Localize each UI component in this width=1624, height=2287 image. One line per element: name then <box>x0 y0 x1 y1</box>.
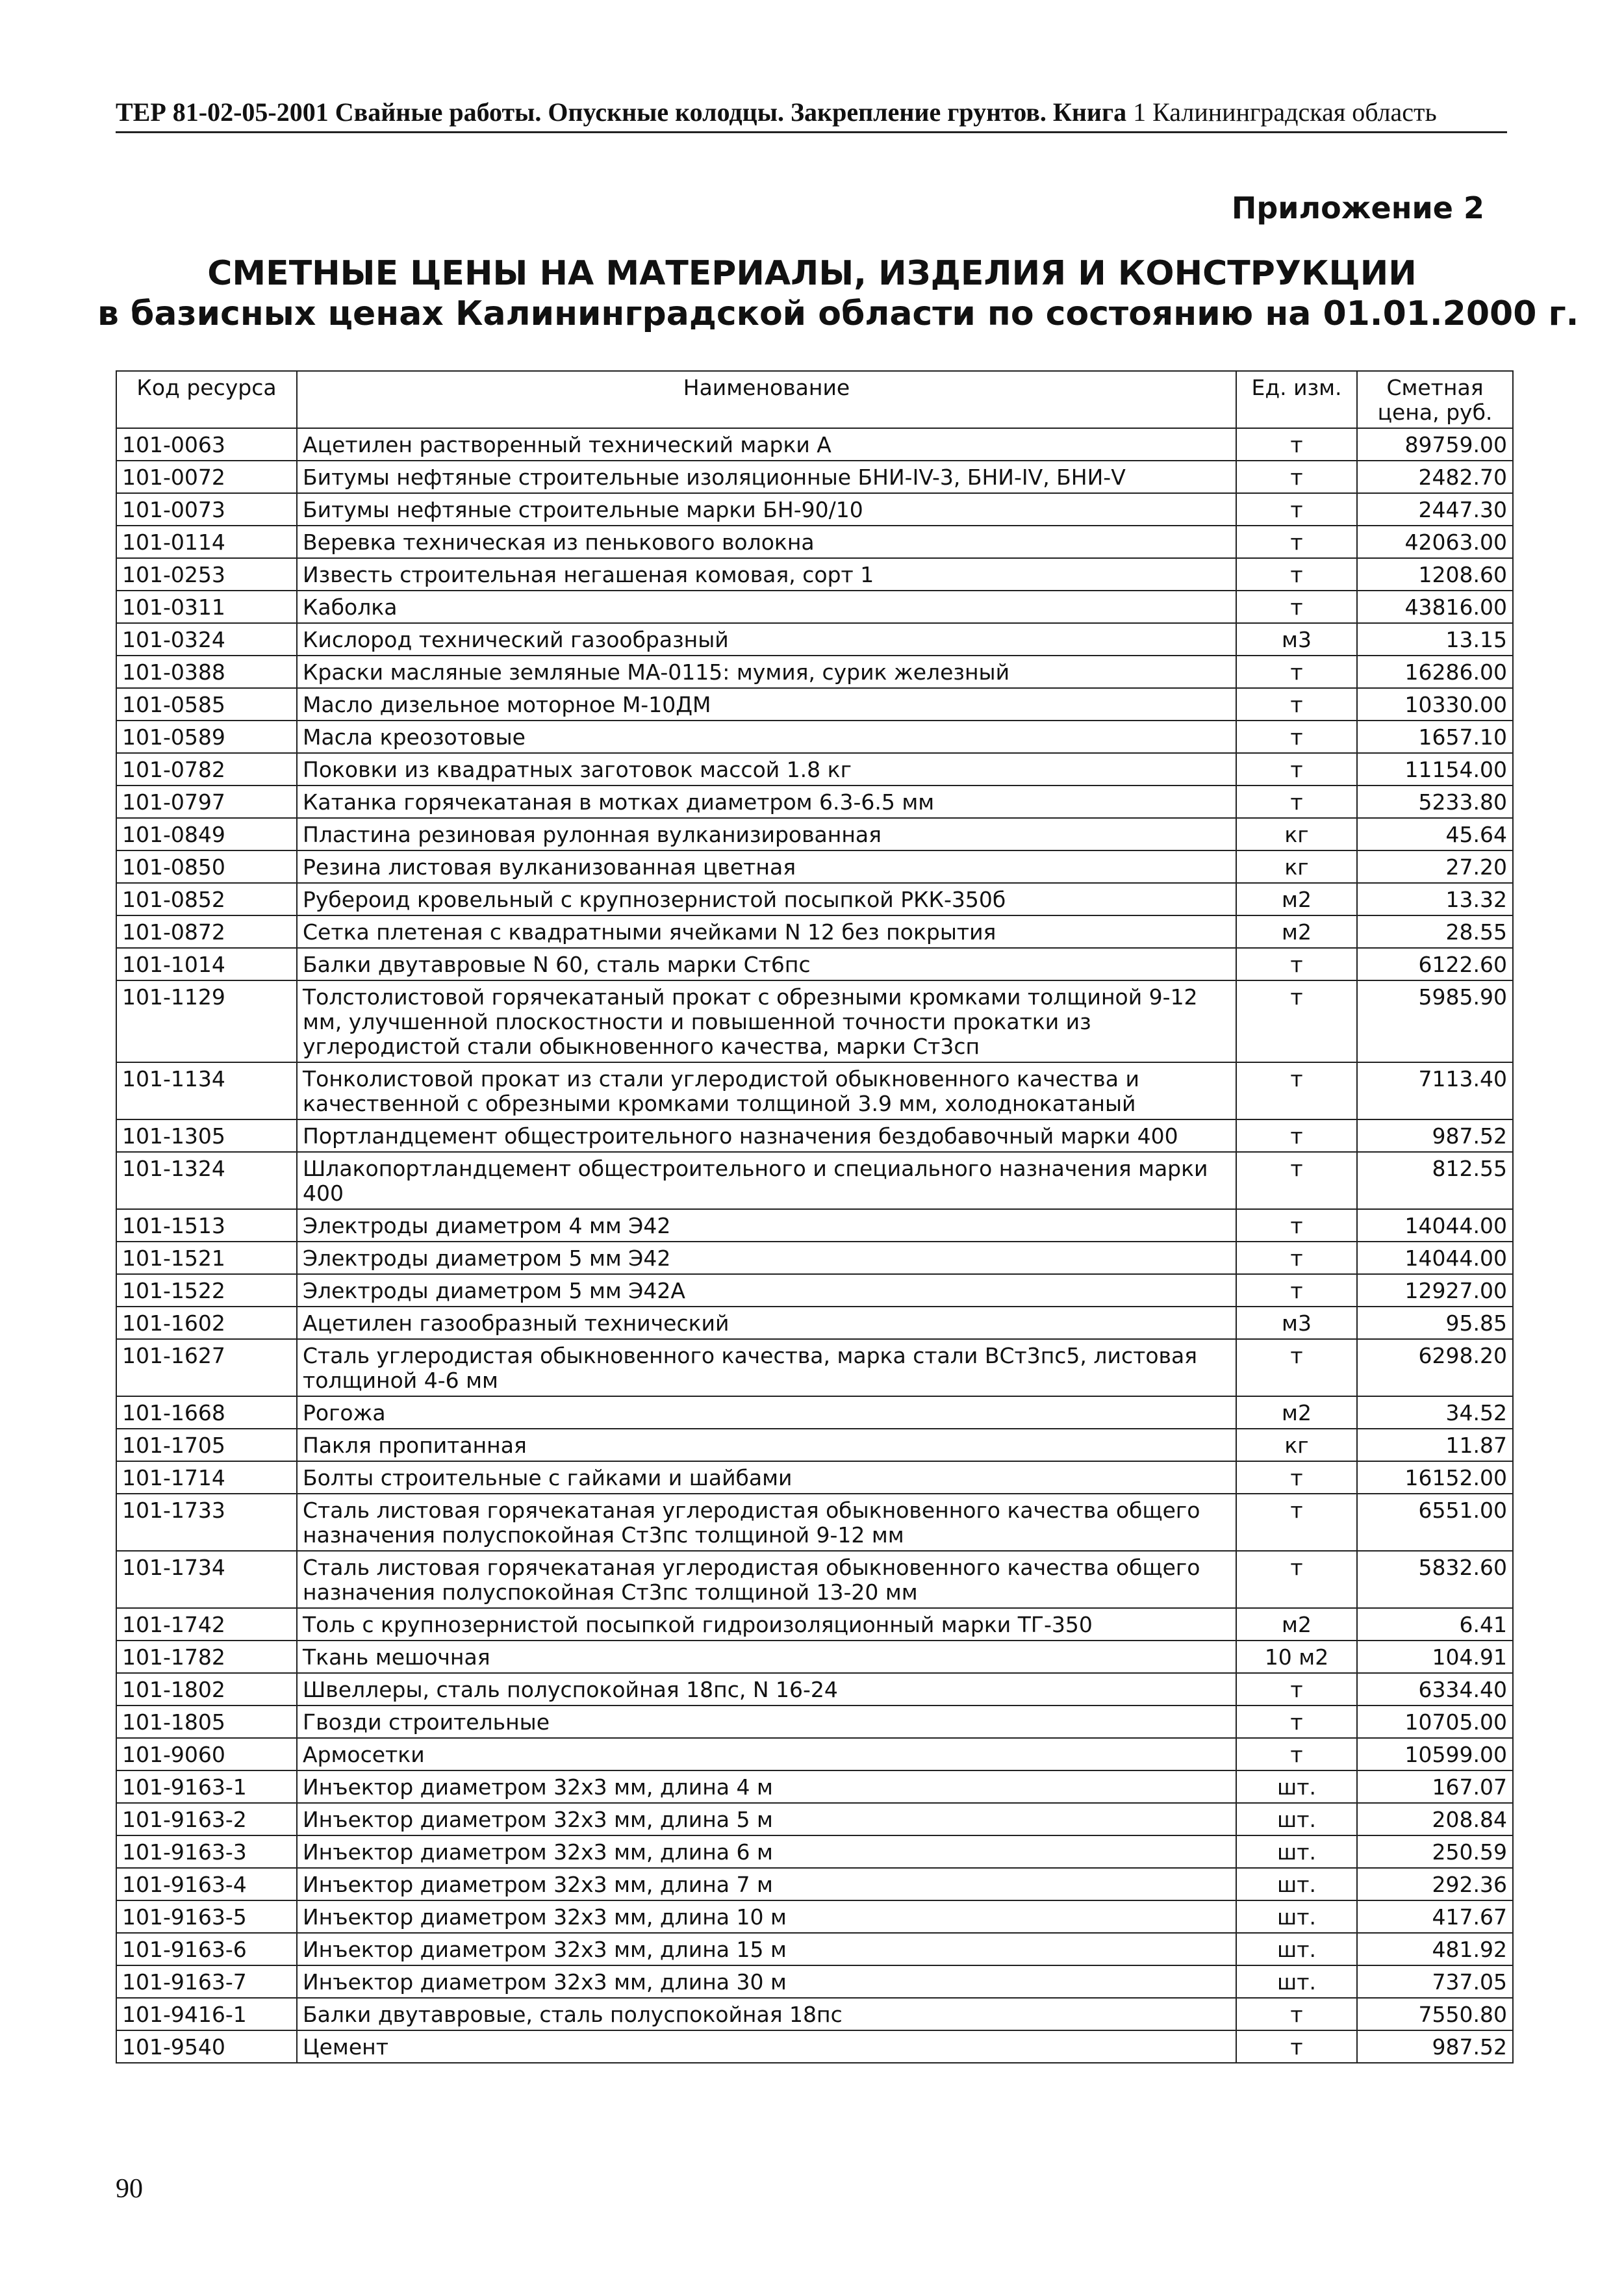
price-cell: 812.55 <box>1357 1152 1513 1209</box>
resource-code-cell: 101-0852 <box>116 883 297 915</box>
resource-name-cell: Ацетилен газообразный технический <box>297 1307 1236 1339</box>
resource-name-cell: Швеллеры, сталь полуспокойная 18пс, N 16-24 <box>297 1673 1236 1706</box>
unit-cell: т <box>1236 1119 1357 1152</box>
unit-cell: т <box>1236 1242 1357 1274</box>
table-row <box>116 656 1513 688</box>
table-row <box>116 1461 1513 1494</box>
table-row <box>116 1119 1513 1152</box>
table-row <box>116 850 1513 883</box>
resource-name-cell: Битумы нефтяные строительные марки БН-90/10 <box>297 493 1236 526</box>
unit-cell: т <box>1236 656 1357 688</box>
resource-name-cell: Толстолистовой горячекатаный прокат с обрезными кромками толщиной 9-12 мм, улучшенной плоскостности и повышенной точности прокатки из углеродистой стали обыкновенного качества, марки Ст3сп <box>297 980 1236 1062</box>
resource-name-cell: Известь строительная негашеная комовая, сорт 1 <box>297 558 1236 591</box>
price-cell: 7113.40 <box>1357 1062 1513 1119</box>
resource-name-cell: Поковки из квадратных заготовок массой 1.8 кг <box>297 753 1236 786</box>
resource-name-cell: Рубероид кровельный с крупнозернистой посыпкой РКК-350б <box>297 883 1236 915</box>
unit-cell: м3 <box>1236 1307 1357 1339</box>
resource-code-cell: 101-1014 <box>116 948 297 980</box>
price-cell: 6551.00 <box>1357 1494 1513 1551</box>
table-row <box>116 883 1513 915</box>
resource-code-cell: 101-1324 <box>116 1152 297 1209</box>
price-cell: 208.84 <box>1357 1803 1513 1835</box>
price-cell: 6334.40 <box>1357 1673 1513 1706</box>
price-cell: 737.05 <box>1357 1965 1513 1998</box>
resource-code-cell: 101-0872 <box>116 915 297 948</box>
resource-name-cell: Веревка техническая из пенькового волокна <box>297 526 1236 558</box>
resource-name-cell: Масло дизельное моторное М-10ДМ <box>297 688 1236 721</box>
resource-name-cell: Кислород технический газообразный <box>297 623 1236 656</box>
resource-name-cell: Инъектор диаметром 32х3 мм, длина 6 м <box>297 1835 1236 1868</box>
resource-name-cell: Электроды диаметром 4 мм Э42 <box>297 1209 1236 1242</box>
price-cell: 250.59 <box>1357 1835 1513 1868</box>
table-row <box>116 753 1513 786</box>
column-header-name: Наименование <box>297 371 1236 428</box>
appendix-label: Приложение 2 <box>1231 190 1484 225</box>
resource-code-cell: 101-1129 <box>116 980 297 1062</box>
table-row <box>116 1641 1513 1673</box>
table-row <box>116 1608 1513 1641</box>
unit-cell: т <box>1236 721 1357 753</box>
price-cell: 292.36 <box>1357 1868 1513 1900</box>
table-row <box>116 1835 1513 1868</box>
resource-name-cell: Пластина резиновая рулонная вулканизированная <box>297 818 1236 850</box>
price-cell: 5985.90 <box>1357 980 1513 1062</box>
resource-name-cell: Сталь листовая горячекатаная углеродистая обыкновенного качества общего назначения полуспокойная Ст3пс толщиной 9-12 мм <box>297 1494 1236 1551</box>
unit-cell: т <box>1236 1494 1357 1551</box>
resource-code-cell: 101-1714 <box>116 1461 297 1494</box>
price-cell: 89759.00 <box>1357 428 1513 461</box>
header-divider <box>116 131 1507 133</box>
table-row <box>116 493 1513 526</box>
table-row <box>116 1551 1513 1608</box>
table-body <box>116 428 1513 2063</box>
unit-cell: т <box>1236 558 1357 591</box>
resource-code-cell: 101-0253 <box>116 558 297 591</box>
table-row <box>116 1062 1513 1119</box>
resource-name-cell: Инъектор диаметром 32х3 мм, длина 7 м <box>297 1868 1236 1900</box>
resource-name-cell: Масла креозотовые <box>297 721 1236 753</box>
resource-code-cell: 101-0585 <box>116 688 297 721</box>
page-number: 90 <box>116 2174 143 2204</box>
table-row <box>116 688 1513 721</box>
price-cell: 45.64 <box>1357 818 1513 850</box>
unit-cell: т <box>1236 1706 1357 1738</box>
table-row <box>116 1429 1513 1461</box>
resource-name-cell: Армосетки <box>297 1738 1236 1770</box>
unit-cell: т <box>1236 2030 1357 2063</box>
resource-name-cell: Балки двутавровые, сталь полуспокойная 18пс <box>297 1998 1236 2030</box>
unit-cell: т <box>1236 1152 1357 1209</box>
price-cell: 14044.00 <box>1357 1209 1513 1242</box>
table-row <box>116 786 1513 818</box>
resource-name-cell: Инъектор диаметром 32х3 мм, длина 4 м <box>297 1770 1236 1803</box>
resource-code-cell: 101-9163-1 <box>116 1770 297 1803</box>
resource-name-cell: Сетка плетеная с квадратными ячейками N 12 без покрытия <box>297 915 1236 948</box>
unit-cell: т <box>1236 948 1357 980</box>
table-row <box>116 1274 1513 1307</box>
price-cell: 16152.00 <box>1357 1461 1513 1494</box>
resource-code-cell: 101-9540 <box>116 2030 297 2063</box>
price-cell: 6122.60 <box>1357 948 1513 980</box>
table-row <box>116 1706 1513 1738</box>
unit-cell: шт. <box>1236 1965 1357 1998</box>
unit-cell: кг <box>1236 818 1357 850</box>
price-cell: 6.41 <box>1357 1608 1513 1641</box>
table-row <box>116 1209 1513 1242</box>
running-header-plain: 1 Калининградская область <box>1133 97 1437 127</box>
resource-name-cell: Электроды диаметром 5 мм Э42 <box>297 1242 1236 1274</box>
resource-code-cell: 101-1305 <box>116 1119 297 1152</box>
resource-name-cell: Ткань мешочная <box>297 1641 1236 1673</box>
resource-name-cell: Электроды диаметром 5 мм Э42А <box>297 1274 1236 1307</box>
table-row <box>116 1803 1513 1835</box>
unit-cell: м3 <box>1236 623 1357 656</box>
table-row <box>116 948 1513 980</box>
resource-name-cell: Ацетилен растворенный технический марки А <box>297 428 1236 461</box>
table-row <box>116 591 1513 623</box>
table-row <box>116 526 1513 558</box>
resource-name-cell: Рогожа <box>297 1396 1236 1429</box>
unit-cell: т <box>1236 786 1357 818</box>
unit-cell: т <box>1236 1998 1357 2030</box>
resource-code-cell: 101-9163-6 <box>116 1933 297 1965</box>
unit-cell: т <box>1236 980 1357 1062</box>
resource-name-cell: Каболка <box>297 591 1236 623</box>
resource-code-cell: 101-0114 <box>116 526 297 558</box>
unit-cell: шт. <box>1236 1835 1357 1868</box>
table-header-row <box>116 371 1513 428</box>
price-cell: 14044.00 <box>1357 1242 1513 1274</box>
resource-code-cell: 101-0063 <box>116 428 297 461</box>
resource-code-cell: 101-1734 <box>116 1551 297 1608</box>
unit-cell: 10 м2 <box>1236 1641 1357 1673</box>
unit-cell: кг <box>1236 850 1357 883</box>
price-cell: 43816.00 <box>1357 591 1513 623</box>
price-cell: 481.92 <box>1357 1933 1513 1965</box>
price-cell: 11154.00 <box>1357 753 1513 786</box>
unit-cell: м2 <box>1236 915 1357 948</box>
table-row <box>116 461 1513 493</box>
resource-name-cell: Инъектор диаметром 32х3 мм, длина 10 м <box>297 1900 1236 1933</box>
resource-name-cell: Катанка горячекатаная в мотках диаметром 6.3-6.5 мм <box>297 786 1236 818</box>
unit-cell: т <box>1236 1274 1357 1307</box>
resource-code-cell: 101-0797 <box>116 786 297 818</box>
resource-code-cell: 101-1742 <box>116 1608 297 1641</box>
running-header <box>116 96 1506 129</box>
resource-name-cell: Гвозди строительные <box>297 1706 1236 1738</box>
resource-code-cell: 101-1668 <box>116 1396 297 1429</box>
table-row <box>116 428 1513 461</box>
price-cell: 12927.00 <box>1357 1274 1513 1307</box>
resource-code-cell: 101-0311 <box>116 591 297 623</box>
price-cell: 1208.60 <box>1357 558 1513 591</box>
unit-cell: шт. <box>1236 1900 1357 1933</box>
document-title: СМЕТНЫЕ ЦЕНЫ НА МАТЕРИАЛЫ, ИЗДЕЛИЯ И КОНСТРУКЦИИ <box>207 254 1417 293</box>
table-row <box>116 1307 1513 1339</box>
table-row <box>116 915 1513 948</box>
price-cell: 417.67 <box>1357 1900 1513 1933</box>
resource-code-cell: 101-1802 <box>116 1673 297 1706</box>
price-cell: 13.15 <box>1357 623 1513 656</box>
price-table <box>116 370 1514 2063</box>
price-cell: 5832.60 <box>1357 1551 1513 1608</box>
running-header-bold: ТЕР 81-02-05-2001 Свайные работы. Опускные колодцы. Закрепление грунтов. Книга <box>116 97 1127 127</box>
price-cell: 167.07 <box>1357 1770 1513 1803</box>
price-cell: 2447.30 <box>1357 493 1513 526</box>
resource-code-cell: 101-9416-1 <box>116 1998 297 2030</box>
resource-code-cell: 101-0849 <box>116 818 297 850</box>
unit-cell: т <box>1236 1209 1357 1242</box>
price-cell: 2482.70 <box>1357 461 1513 493</box>
resource-code-cell: 101-0782 <box>116 753 297 786</box>
table-row <box>116 1673 1513 1706</box>
unit-cell: шт. <box>1236 1803 1357 1835</box>
unit-cell: м2 <box>1236 1396 1357 1429</box>
resource-code-cell: 101-1522 <box>116 1274 297 1307</box>
resource-name-cell: Балки двутавровые N 60, сталь марки Ст6пс <box>297 948 1236 980</box>
resource-name-cell: Краски масляные земляные МА-0115: мумия, сурик железный <box>297 656 1236 688</box>
resource-code-cell: 101-9163-4 <box>116 1868 297 1900</box>
unit-cell: шт. <box>1236 1868 1357 1900</box>
table-row <box>116 980 1513 1062</box>
unit-cell: т <box>1236 1339 1357 1396</box>
table-row <box>116 1868 1513 1900</box>
table-row <box>116 1396 1513 1429</box>
resource-name-cell: Тонколистовой прокат из стали углеродистой обыкновенного качества и качественной с обрезными кромками толщиной 3.9 мм, холоднокатаный <box>297 1062 1236 1119</box>
resource-code-cell: 101-1733 <box>116 1494 297 1551</box>
resource-code-cell: 101-1627 <box>116 1339 297 1396</box>
price-cell: 987.52 <box>1357 2030 1513 2063</box>
resource-name-cell: Инъектор диаметром 32х3 мм, длина 5 м <box>297 1803 1236 1835</box>
unit-cell: т <box>1236 493 1357 526</box>
price-cell: 11.87 <box>1357 1429 1513 1461</box>
unit-cell: т <box>1236 688 1357 721</box>
resource-name-cell: Резина листовая вулканизованная цветная <box>297 850 1236 883</box>
price-cell: 13.32 <box>1357 883 1513 915</box>
column-header-price: Сметная цена, руб. <box>1357 371 1513 428</box>
table-row <box>116 2030 1513 2063</box>
price-cell: 6298.20 <box>1357 1339 1513 1396</box>
resource-code-cell: 101-1805 <box>116 1706 297 1738</box>
price-cell: 7550.80 <box>1357 1998 1513 2030</box>
table-row <box>116 623 1513 656</box>
resource-code-cell: 101-9060 <box>116 1738 297 1770</box>
resource-name-cell: Сталь листовая горячекатаная углеродистая обыкновенного качества общего назначения полуспокойная Ст3пс толщиной 13-20 мм <box>297 1551 1236 1608</box>
resource-name-cell: Битумы нефтяные строительные изоляционные БНИ-IV-3, БНИ-IV, БНИ-V <box>297 461 1236 493</box>
resource-code-cell: 101-1513 <box>116 1209 297 1242</box>
resource-code-cell: 101-1521 <box>116 1242 297 1274</box>
resource-code-cell: 101-1134 <box>116 1062 297 1119</box>
resource-code-cell: 101-0589 <box>116 721 297 753</box>
resource-code-cell: 101-9163-2 <box>116 1803 297 1835</box>
table-row <box>116 721 1513 753</box>
unit-cell: м2 <box>1236 1608 1357 1641</box>
resource-name-cell: Сталь углеродистая обыкновенного качества, марка стали ВСт3пс5, листовая толщиной 4-6 мм <box>297 1339 1236 1396</box>
table-row <box>116 1152 1513 1209</box>
column-header-unit: Ед. изм. <box>1236 371 1357 428</box>
resource-code-cell: 101-9163-5 <box>116 1900 297 1933</box>
price-cell: 34.52 <box>1357 1396 1513 1429</box>
table-row <box>116 1900 1513 1933</box>
price-cell: 28.55 <box>1357 915 1513 948</box>
resource-name-cell: Портландцемент общестроительного назначения бездобавочный марки 400 <box>297 1119 1236 1152</box>
table-row <box>116 1998 1513 2030</box>
unit-cell: шт. <box>1236 1770 1357 1803</box>
unit-cell: т <box>1236 1738 1357 1770</box>
table-row <box>116 1494 1513 1551</box>
unit-cell: т <box>1236 1673 1357 1706</box>
price-cell: 10705.00 <box>1357 1706 1513 1738</box>
resource-code-cell: 101-0072 <box>116 461 297 493</box>
resource-name-cell: Инъектор диаметром 32х3 мм, длина 15 м <box>297 1933 1236 1965</box>
resource-code-cell: 101-0388 <box>116 656 297 688</box>
unit-cell: т <box>1236 461 1357 493</box>
resource-name-cell: Болты строительные с гайками и шайбами <box>297 1461 1236 1494</box>
unit-cell: т <box>1236 428 1357 461</box>
price-cell: 1657.10 <box>1357 721 1513 753</box>
resource-name-cell: Цемент <box>297 2030 1236 2063</box>
unit-cell: т <box>1236 1062 1357 1119</box>
resource-code-cell: 101-1705 <box>116 1429 297 1461</box>
table-row <box>116 558 1513 591</box>
unit-cell: м2 <box>1236 883 1357 915</box>
price-cell: 95.85 <box>1357 1307 1513 1339</box>
unit-cell: т <box>1236 526 1357 558</box>
resource-code-cell: 101-0850 <box>116 850 297 883</box>
unit-cell: т <box>1236 1551 1357 1608</box>
price-cell: 987.52 <box>1357 1119 1513 1152</box>
unit-cell: т <box>1236 591 1357 623</box>
price-cell: 104.91 <box>1357 1641 1513 1673</box>
table-row <box>116 1770 1513 1803</box>
price-cell: 16286.00 <box>1357 656 1513 688</box>
resource-code-cell: 101-1602 <box>116 1307 297 1339</box>
resource-code-cell: 101-0073 <box>116 493 297 526</box>
table-row <box>116 818 1513 850</box>
unit-cell: шт. <box>1236 1933 1357 1965</box>
table-row <box>116 1933 1513 1965</box>
price-cell: 10330.00 <box>1357 688 1513 721</box>
resource-code-cell: 101-9163-7 <box>116 1965 297 1998</box>
table-row <box>116 1339 1513 1396</box>
column-header-code: Код ресурса <box>116 371 297 428</box>
document-subtitle: в базисных ценах Калининградской области по состоянию на 01.01.2000 г. <box>97 294 1579 333</box>
price-cell: 10599.00 <box>1357 1738 1513 1770</box>
price-cell: 42063.00 <box>1357 526 1513 558</box>
resource-code-cell: 101-0324 <box>116 623 297 656</box>
table-row <box>116 1242 1513 1274</box>
unit-cell: кг <box>1236 1429 1357 1461</box>
resource-name-cell: Толь с крупнозернистой посыпкой гидроизоляционный марки ТГ-350 <box>297 1608 1236 1641</box>
unit-cell: т <box>1236 1461 1357 1494</box>
resource-code-cell: 101-9163-3 <box>116 1835 297 1868</box>
resource-name-cell: Шлакопортландцемент общестроительного и специального назначения марки 400 <box>297 1152 1236 1209</box>
resource-name-cell: Инъектор диаметром 32х3 мм, длина 30 м <box>297 1965 1236 1998</box>
table-row <box>116 1738 1513 1770</box>
resource-name-cell: Пакля пропитанная <box>297 1429 1236 1461</box>
unit-cell: т <box>1236 753 1357 786</box>
price-cell: 27.20 <box>1357 850 1513 883</box>
table-row <box>116 1965 1513 1998</box>
price-cell: 5233.80 <box>1357 786 1513 818</box>
resource-code-cell: 101-1782 <box>116 1641 297 1673</box>
